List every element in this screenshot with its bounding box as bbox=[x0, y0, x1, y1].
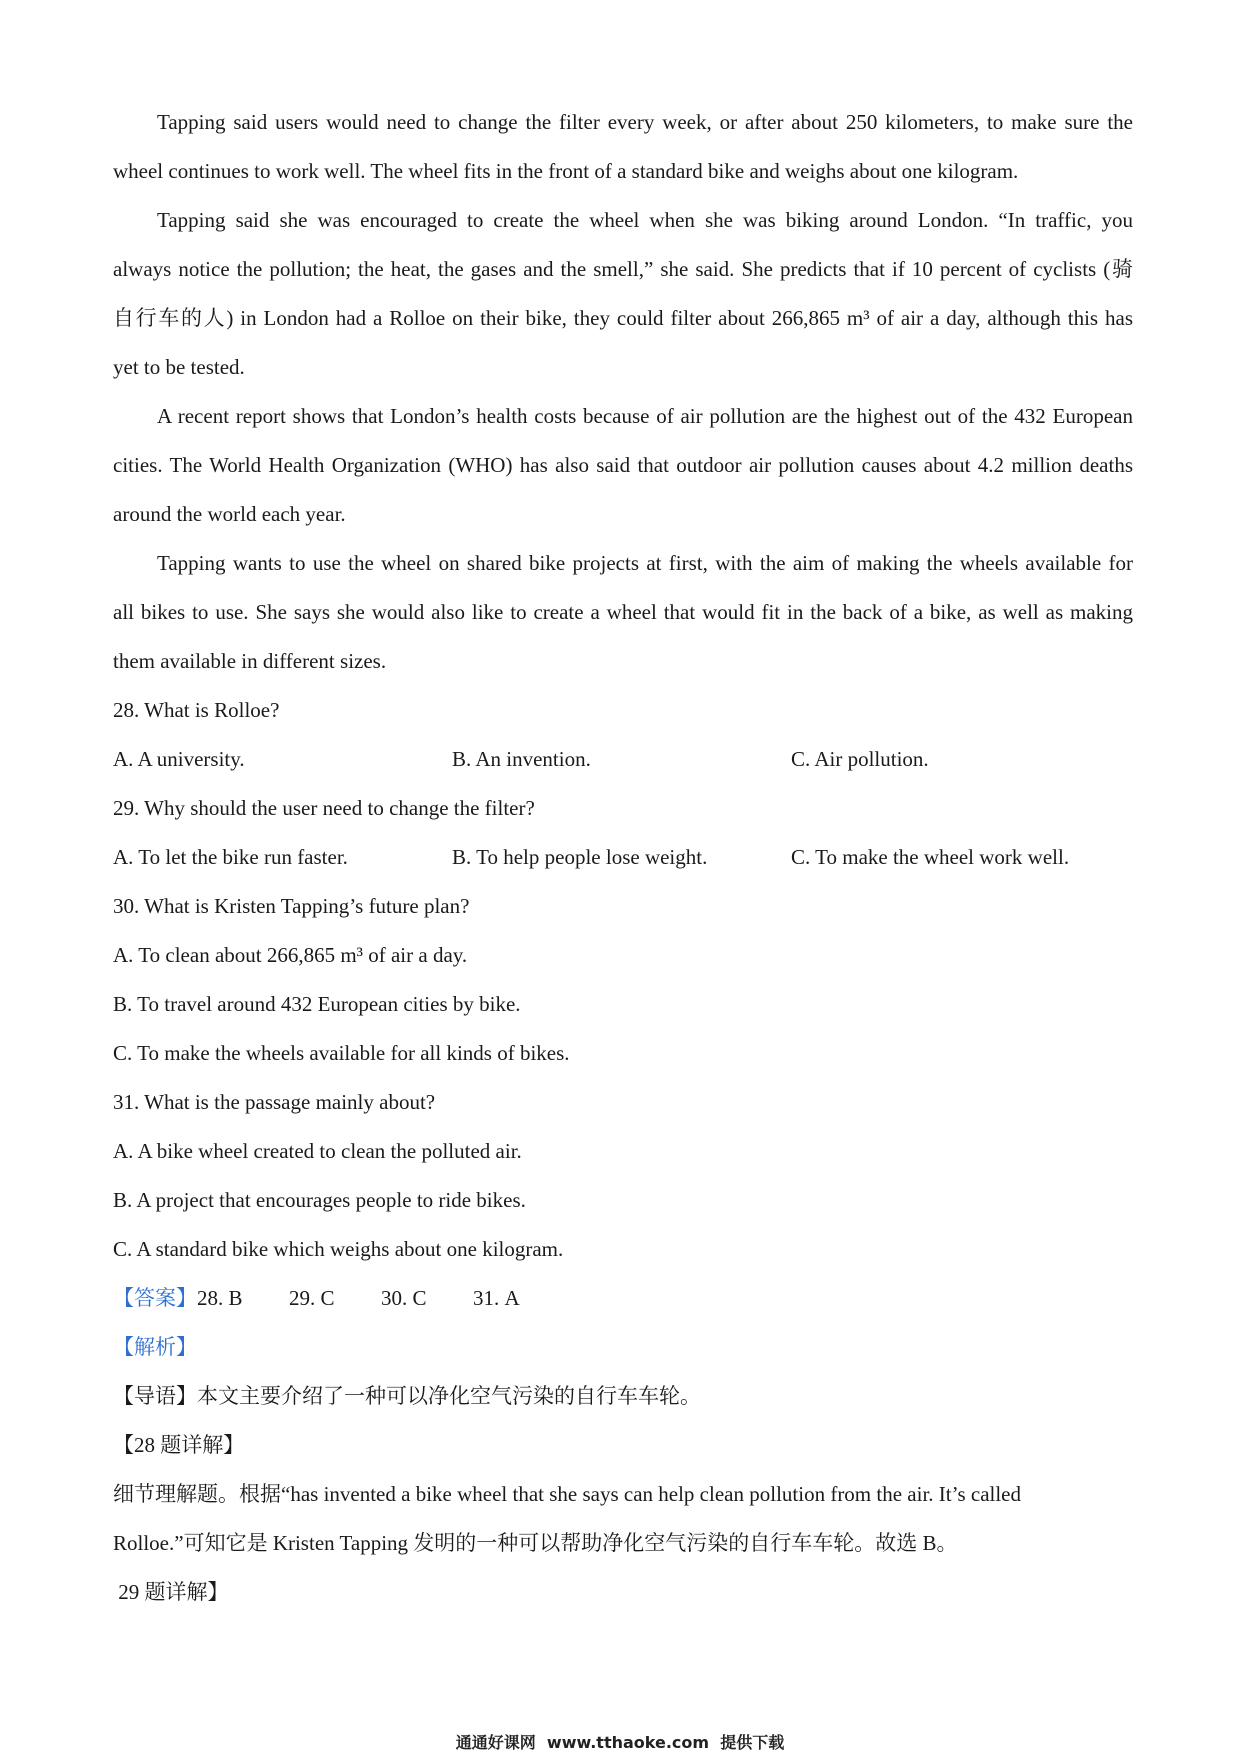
question-31: 31. What is the passage mainly about? bbox=[113, 1090, 436, 1114]
question-28: 28. What is Rolloe? bbox=[113, 698, 280, 722]
text-line: Tapping wants to use the wheel on shared bike projects at first, with the aim of making the wheels available for bbox=[157, 551, 1133, 575]
intro-line: 【导语】本文主要介绍了一种可以净化空气污染的自行车车轮。 bbox=[113, 1384, 701, 1408]
text-line: cities. The World Health Organization (WHO) has also said that outdoor air pollution causes about 4.2 million deaths bbox=[113, 453, 1133, 477]
text-line: around the world each year. bbox=[113, 502, 346, 526]
answer-line bbox=[113, 1274, 1133, 1323]
page-footer: 通通好课网 www.tthaoke.com 提供下载 bbox=[455, 1733, 785, 1752]
paragraph-1 bbox=[113, 98, 1133, 196]
q28-detail-line: 细节理解题。根据“has invented a bike wheel that she says can help clean pollution from the air. It’s called bbox=[113, 1482, 1022, 1506]
answer-30: 30. C bbox=[381, 1286, 427, 1310]
option-a: A. To clean about 266,865 m³ of air a day. bbox=[113, 943, 468, 967]
option-b: B. To help people lose weight. bbox=[452, 845, 708, 869]
option-a: A. A bike wheel created to clean the polluted air. bbox=[113, 1139, 522, 1163]
question-29-options bbox=[113, 833, 1133, 882]
option-b: B. A project that encourages people to ride bikes. bbox=[113, 1188, 526, 1212]
document-page bbox=[113, 98, 1133, 1617]
text-line: yet to be tested. bbox=[113, 355, 245, 379]
text-line: all bikes to use. She says she would also like to create a wheel that would fit in the back of a bike, as well as making bbox=[113, 600, 1133, 624]
text-line: Tapping said she was encouraged to create the wheel when she was biking around London. “In traffic, you bbox=[157, 208, 1133, 232]
option-c: C. To make the wheels available for all kinds of bikes. bbox=[113, 1041, 570, 1065]
option-b: B. To travel around 432 European cities by bike. bbox=[113, 992, 521, 1016]
option-c: C. To make the wheel work well. bbox=[791, 845, 1070, 869]
text-line: 自行车的人) in London had a Rolloe on their bike, they could filter about 266,865 m³ of air a day, although this has bbox=[113, 306, 1133, 330]
answer-29: 29. C bbox=[289, 1286, 335, 1310]
question-28-options bbox=[113, 735, 1133, 784]
question-29: 29. Why should the user need to change the filter? bbox=[113, 796, 535, 820]
option-a: A. To let the bike run faster. bbox=[113, 845, 348, 869]
analysis-label: 【解析】 bbox=[113, 1335, 197, 1359]
option-b: B. An invention. bbox=[452, 747, 591, 771]
option-c: C. A standard bike which weighs about one kilogram. bbox=[113, 1237, 564, 1261]
option-a: A. A university. bbox=[113, 747, 245, 771]
paragraph-2 bbox=[113, 196, 1133, 392]
q28-detail-line: Rolloe.”可知它是 Kristen Tapping 发明的一种可以帮助净化空气污染的自行车车轮。故选 B。 bbox=[113, 1531, 958, 1555]
text-line: Tapping said users would need to change the filter every week, or after about 250 kilometers, to make sure the bbox=[157, 110, 1133, 134]
answer-31: 31. A bbox=[473, 1286, 520, 1310]
answer-28: 28. B bbox=[197, 1286, 243, 1310]
question-30: 30. What is Kristen Tapping’s future plan? bbox=[113, 894, 470, 918]
text-line: wheel continues to work well. The wheel fits in the front of a standard bike and weighs about one kilogram. bbox=[113, 159, 1019, 183]
text-line: always notice the pollution; the heat, the gases and the smell,” she said. She predicts that if 10 percent of cyclists (骑 bbox=[113, 257, 1133, 281]
text-line: them available in different sizes. bbox=[113, 649, 387, 673]
text-line: A recent report shows that London’s health costs because of air pollution are the highest out of the 432 European bbox=[157, 404, 1133, 428]
q28-detail-title: 【28 题详解】 bbox=[113, 1433, 245, 1457]
option-c: C. Air pollution. bbox=[791, 747, 929, 771]
paragraph-3 bbox=[113, 392, 1133, 539]
answer-label: 【答案】 bbox=[113, 1286, 197, 1310]
paragraph-4 bbox=[113, 539, 1133, 686]
q29-detail-title: 29 题详解】 bbox=[113, 1580, 229, 1604]
